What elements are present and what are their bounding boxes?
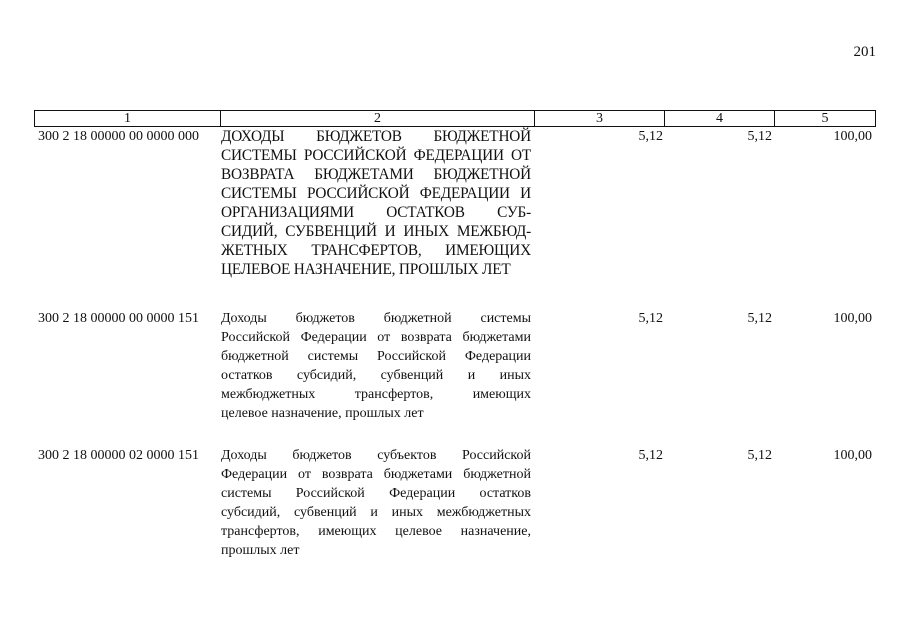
header-col-1: 1 [35,111,221,126]
value-col-5: 100,00 [833,129,872,144]
description-line: ВОЗВРАТА БЮДЖЕТАМИ БЮДЖЕТНОЙ [221,166,531,183]
table-row [34,127,876,287]
description-line: ЦЕЛЕВОЕ НАЗНАЧЕНИЕ, ПРОШЛЫХ ЛЕТ [221,261,511,278]
budget-code: 300 2 18 00000 02 0000 151 [38,448,199,463]
description-line: Федерации от возврата бюджетами бюджетной [221,467,531,482]
description-line: субсидий, субвенций и иных межбюджетных [221,505,531,520]
description-line: СИДИЙ, СУБВЕНЦИЙ И ИНЫХ МЕЖБЮД- [221,223,531,240]
description-line: Доходы бюджетов субъектов Российской [221,448,531,463]
row-description [221,446,531,560]
description-line: прошлых лет [221,543,300,558]
description-line: трансфертов, имеющих целевое назначение, [221,524,531,539]
value-col-4: 5,12 [747,311,772,326]
value-col-3: 5,12 [638,311,663,326]
description-line: целевое назначение, прошлых лет [221,406,424,421]
row-description [221,309,531,423]
description-line: ОРГАНИЗАЦИЯМИ ОСТАТКОВ СУБ- [221,204,531,221]
table-row [34,446,876,566]
value-col-4: 5,12 [747,129,772,144]
description-line: межбюджетных трансфертов, имеющих [221,387,531,402]
budget-code: 300 2 18 00000 00 0000 151 [38,311,199,326]
value-col-5: 100,00 [833,448,872,463]
description-line: СИСТЕМЫ РОССИЙСКОЙ ФЕДЕРАЦИИ ОТ [221,147,531,164]
description-line: бюджетной системы Российской Федерации [221,349,531,364]
header-col-5: 5 [821,111,829,126]
description-line: СИСТЕМЫ РОССИЙСКОЙ ФЕДЕРАЦИИ И [221,185,531,202]
description-line: системы Российской Федерации остатков [221,486,531,501]
table-header-row [34,110,876,127]
description-line: ЖЕТНЫХ ТРАНСФЕРТОВ, ИМЕЮЩИХ [221,242,531,259]
budget-code: 300 2 18 00000 00 0000 000 [38,129,199,144]
header-col-4: 4 [665,111,775,126]
header-col-2: 2 [221,111,535,126]
description-line: ДОХОДЫ БЮДЖЕТОВ БЮДЖЕТНОЙ [221,128,531,145]
description-line: остатков субсидий, субвенций и иных [221,368,531,383]
table-row [34,309,876,429]
page-number: 201 [853,44,876,60]
value-col-4: 5,12 [747,448,772,463]
value-col-3: 5,12 [638,448,663,463]
row-description [221,127,531,279]
value-col-3: 5,12 [638,129,663,144]
value-col-5: 100,00 [833,311,872,326]
description-line: Российской Федерации от возврата бюджетами [221,330,531,345]
header-col-3: 3 [535,111,665,126]
description-line: Доходы бюджетов бюджетной системы [221,311,531,326]
